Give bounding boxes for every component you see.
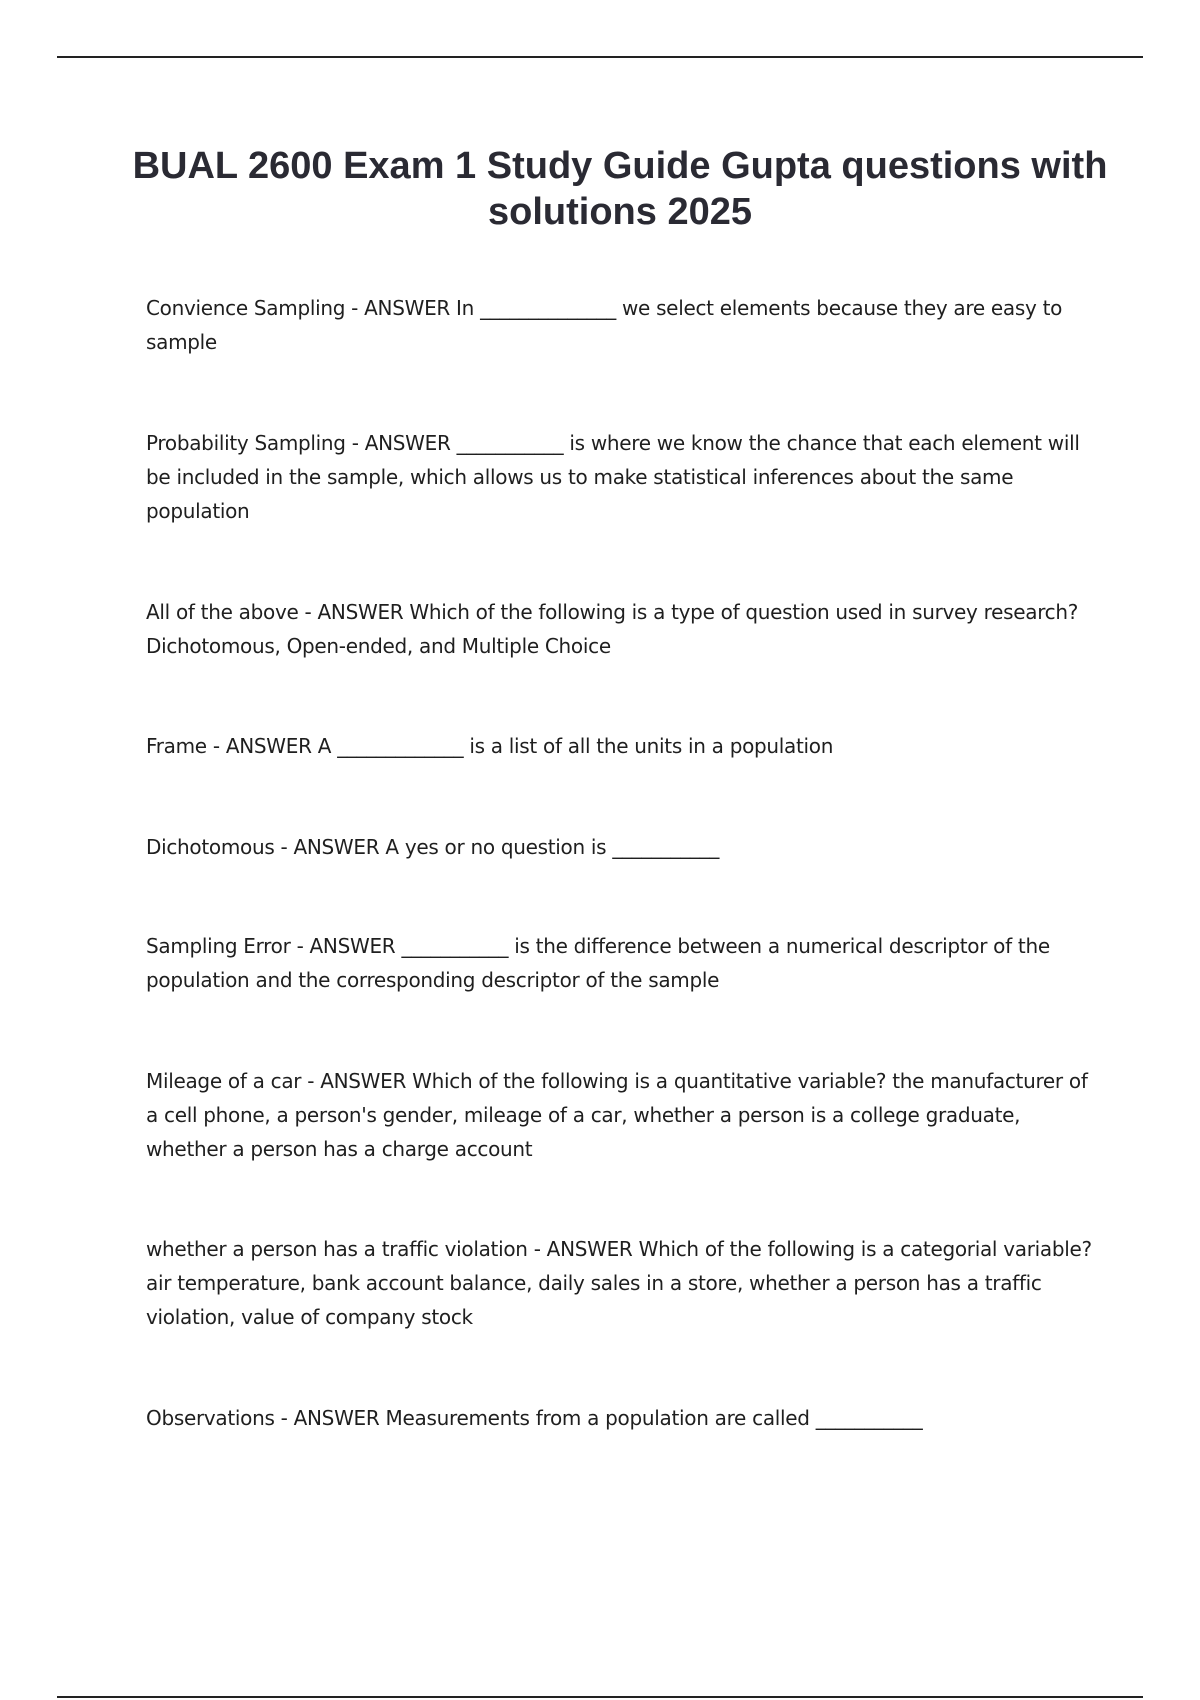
top-rule <box>57 56 1143 58</box>
qa-entry-8: whether a person has a traffic violation - ANSWER Which of the following is a categorial variable? air temperature, bank account balance, daily sales in a store, whether a person has a traffic violation, value of company stock <box>146 1237 1092 1329</box>
qa-entry-2: Probability Sampling - ANSWER ___________ is where we know the chance that each element will be included in the sample, which allows us to make statistical inferences about the same population <box>146 431 1080 523</box>
qa-entry-1: Convience Sampling - ANSWER In ______________ we select elements because they are easy to sample <box>146 296 1063 354</box>
qa-entry-5: Dichotomous - ANSWER A yes or no question is ___________ <box>146 835 720 859</box>
qa-entry-3: All of the above - ANSWER Which of the following is a type of question used in survey research? Dichotomous, Open-ended, and Multiple Choice <box>146 600 1079 658</box>
page-title: BUAL 2600 Exam 1 Study Guide Gupta questions with solutions 2025 <box>132 145 1108 233</box>
qa-entry-4: Frame - ANSWER A _____________ is a list of all the units in a population <box>146 734 834 758</box>
qa-entry-9: Observations - ANSWER Measurements from a population are called ___________ <box>146 1406 923 1430</box>
bottom-rule <box>57 1696 1143 1698</box>
qa-entry-7: Mileage of a car - ANSWER Which of the following is a quantitative variable? the manufacturer of a cell phone, a person's gender, mileage of a car, whether a person is a college graduate, whether a person has a charge account <box>146 1069 1088 1161</box>
qa-entry-6: Sampling Error - ANSWER ___________ is the difference between a numerical descriptor of the population and the corresponding descriptor of the sample <box>146 934 1050 992</box>
